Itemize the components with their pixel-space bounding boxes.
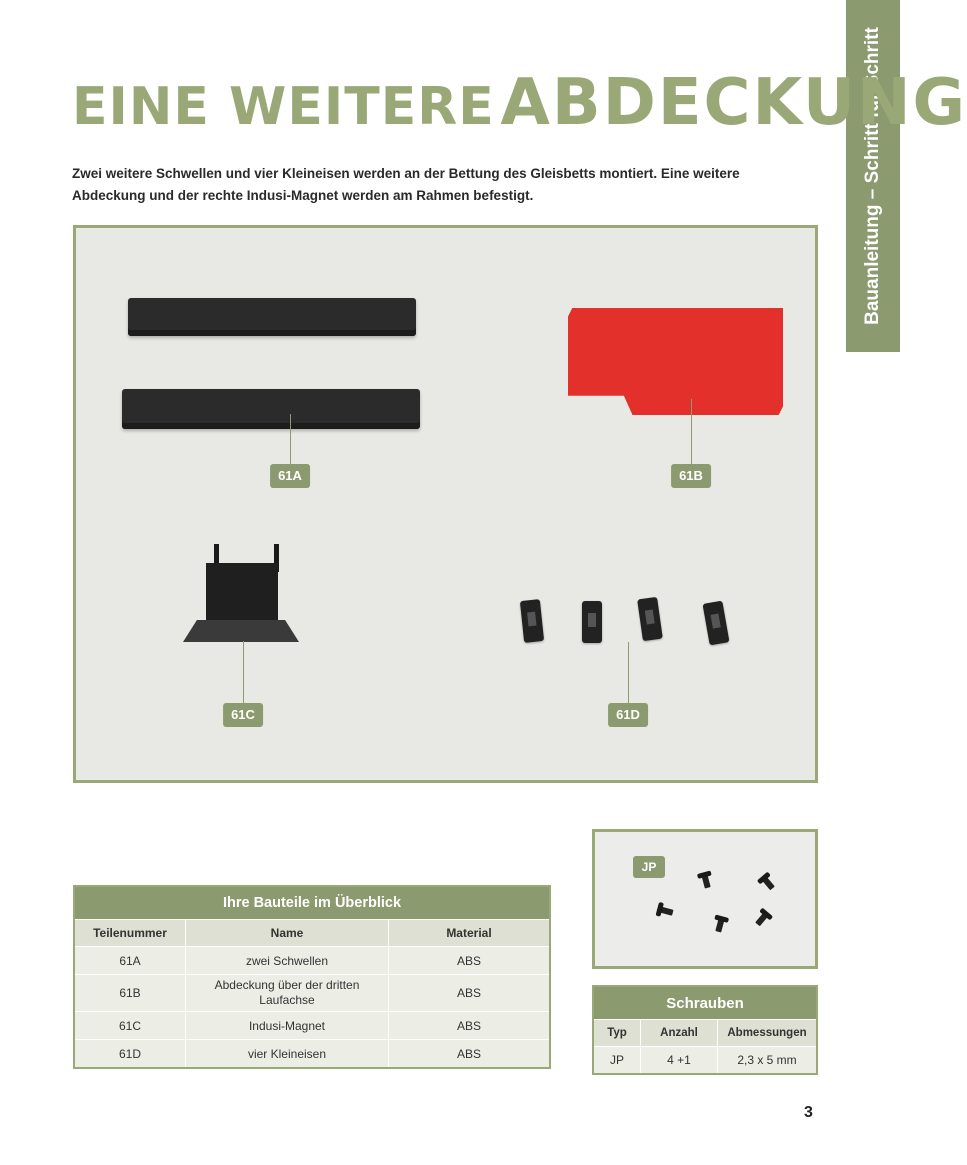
- label-61a: 61A: [270, 464, 310, 488]
- red-cover-part: [568, 308, 783, 415]
- screws-header-count: Anzahl: [641, 1020, 718, 1047]
- screw-1: [701, 873, 710, 888]
- rail-clip-4: [703, 601, 730, 646]
- screw-2: [761, 876, 775, 891]
- screw-3: [658, 906, 673, 915]
- leader-61b: [691, 399, 692, 464]
- part-id: 61A: [74, 947, 186, 975]
- leader-61a: [290, 414, 291, 464]
- rail-clip-1: [520, 599, 544, 643]
- screws-header-size: Abmessungen: [718, 1020, 818, 1047]
- label-61b: 61B: [671, 464, 711, 488]
- rail-clip-2: [582, 601, 602, 643]
- leader-61c: [243, 641, 244, 703]
- parts-photo: [73, 225, 818, 783]
- section-tab-text: Bauanleitung – Schritt für Schritt: [862, 27, 883, 325]
- part-material: ABS: [389, 1012, 551, 1040]
- page-number: 3: [804, 1104, 813, 1121]
- parts-header-id: Teilenummer: [74, 920, 186, 947]
- part-name: vier Kleineisen: [186, 1040, 389, 1069]
- parts-header-material: Material: [389, 920, 551, 947]
- part-id: 61C: [74, 1012, 186, 1040]
- screw-5: [755, 912, 769, 927]
- part-material: ABS: [389, 947, 551, 975]
- screws-photo: [592, 829, 818, 969]
- part-name: zwei Schwellen: [186, 947, 389, 975]
- sleeper-lower: [122, 389, 420, 429]
- label-61d: 61D: [608, 703, 648, 727]
- screws-header-type: Typ: [593, 1020, 641, 1047]
- table-row: [74, 947, 550, 975]
- intro-paragraph: Zwei weitere Schwellen und vier Kleineisen werden an der Bettung des Gleisbetts montiert. Eine weitere Abdeckung und der rechte Indusi-Magnet werden am Rahmen befestigt.: [72, 166, 740, 203]
- table-row: [74, 1040, 550, 1069]
- sleeper-upper: [128, 298, 416, 336]
- parts-table: [73, 885, 551, 1069]
- screw-size: 2,3 x 5 mm: [718, 1047, 818, 1075]
- table-row: [74, 1012, 550, 1040]
- part-material: ABS: [389, 975, 551, 1012]
- screws-table: [592, 985, 818, 1075]
- indusi-magnet-base: [183, 620, 299, 642]
- part-name: Indusi-Magnet: [186, 1012, 389, 1040]
- part-id: 61D: [74, 1040, 186, 1069]
- table-row: [74, 975, 550, 1012]
- page-title-part1: EINE WEITERE: [72, 77, 495, 137]
- page-title: [72, 66, 967, 142]
- parts-table-caption: Ihre Bauteile im Überblick: [74, 886, 550, 920]
- rail-clip-3: [637, 597, 663, 641]
- indusi-magnet-body: [206, 563, 278, 625]
- table-row: [593, 1047, 817, 1075]
- screw-type: JP: [593, 1047, 641, 1075]
- page-title-part2: ABDECKUNG: [500, 66, 967, 140]
- parts-header-name: Name: [186, 920, 389, 947]
- screw-count: 4 +1: [641, 1047, 718, 1075]
- part-name: Abdeckung über der dritten Laufachse: [186, 975, 389, 1012]
- part-id: 61B: [74, 975, 186, 1012]
- screws-table-caption: Schrauben: [593, 986, 817, 1020]
- screw-4: [715, 917, 724, 932]
- section-tab: [846, 0, 900, 352]
- screw-label-jp: JP: [633, 856, 665, 878]
- part-material: ABS: [389, 1040, 551, 1069]
- leader-61d: [628, 642, 629, 703]
- label-61c: 61C: [223, 703, 263, 727]
